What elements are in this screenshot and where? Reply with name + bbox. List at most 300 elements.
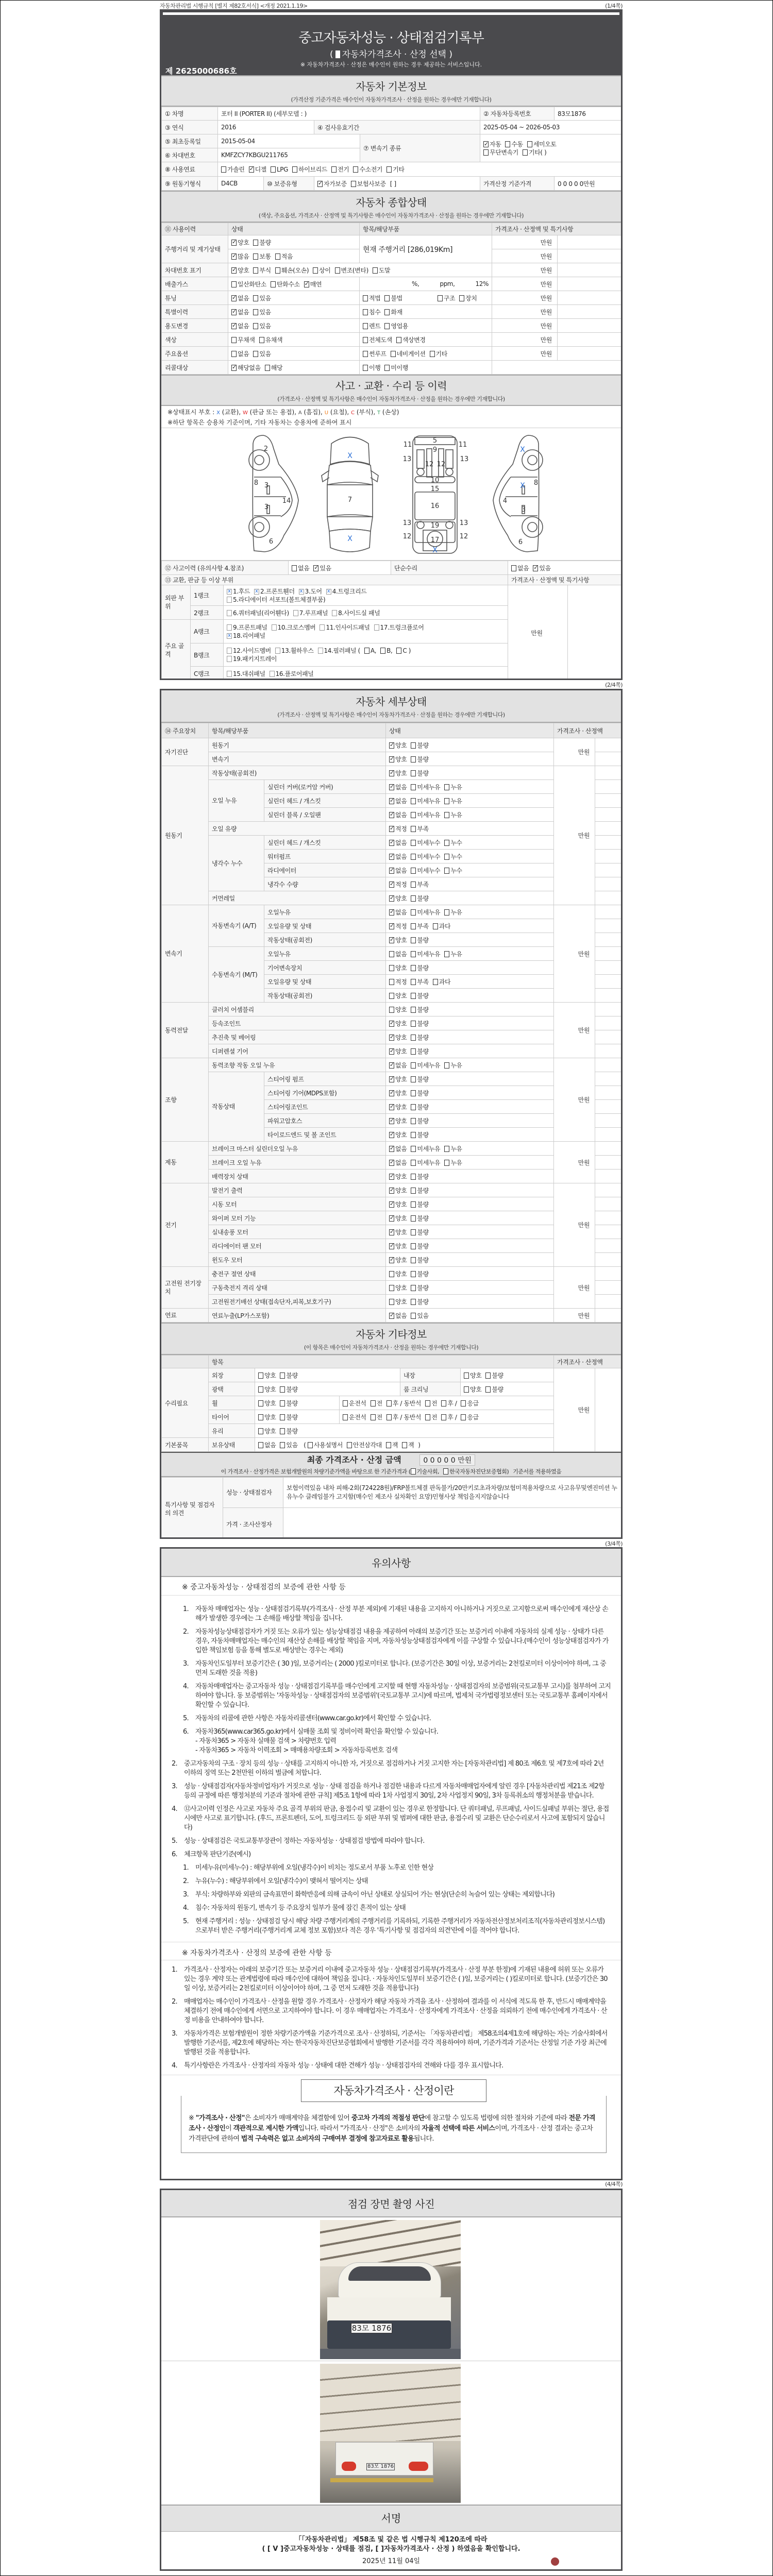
- price-value[interactable]: [595, 863, 621, 877]
- price-value[interactable]: [595, 1003, 621, 1016]
- checkbox-option[interactable]: [265, 364, 282, 371]
- checkbox[interactable]: [389, 1215, 394, 1222]
- checkbox[interactable]: [389, 854, 394, 860]
- price-value[interactable]: [595, 1197, 621, 1211]
- checkbox-option[interactable]: [227, 596, 325, 603]
- price-value[interactable]: [595, 975, 621, 989]
- checkbox-option[interactable]: [280, 1414, 297, 1421]
- checkbox-option[interactable]: [299, 588, 322, 595]
- checkbox-option[interactable]: [231, 267, 249, 274]
- checkbox[interactable]: [441, 1400, 446, 1406]
- checkbox-option[interactable]: [389, 1201, 407, 1208]
- checkbox[interactable]: [227, 597, 232, 603]
- checkbox[interactable]: [231, 295, 237, 301]
- checkbox-option[interactable]: [271, 281, 300, 288]
- checkbox-option[interactable]: [411, 1159, 440, 1166]
- checkbox-option[interactable]: [271, 166, 288, 173]
- price-value[interactable]: [595, 1211, 621, 1225]
- checkbox-option[interactable]: [411, 964, 428, 972]
- checkbox-option[interactable]: [254, 588, 295, 595]
- checkbox[interactable]: [253, 295, 258, 301]
- checkbox[interactable]: [444, 909, 449, 916]
- checkbox-option[interactable]: [259, 336, 283, 344]
- checkbox-option[interactable]: [384, 295, 402, 302]
- checkbox[interactable]: [396, 648, 401, 654]
- checkbox[interactable]: [411, 1007, 416, 1013]
- checkbox[interactable]: [464, 1372, 469, 1379]
- checkbox[interactable]: [461, 1414, 466, 1420]
- checkbox-option[interactable]: [389, 770, 407, 777]
- checkbox-option[interactable]: [444, 1159, 462, 1166]
- checkbox[interactable]: [332, 610, 337, 616]
- price-value[interactable]: [558, 333, 621, 347]
- checkbox[interactable]: [389, 993, 394, 999]
- checkbox-option[interactable]: [389, 1298, 407, 1306]
- checkbox[interactable]: [380, 648, 385, 654]
- checkbox[interactable]: [293, 610, 298, 616]
- checkbox[interactable]: [411, 798, 416, 804]
- price-value[interactable]: [595, 1072, 621, 1086]
- checkbox-option[interactable]: [280, 1400, 297, 1407]
- checkbox[interactable]: [389, 798, 394, 804]
- checkbox-option[interactable]: [396, 647, 411, 654]
- price-value[interactable]: [558, 263, 621, 277]
- checkbox[interactable]: [389, 1007, 394, 1013]
- checkbox[interactable]: [386, 166, 392, 173]
- checkbox[interactable]: [411, 1313, 416, 1319]
- price-value[interactable]: [558, 305, 621, 319]
- checkbox[interactable]: [335, 267, 340, 274]
- checkbox-option[interactable]: [389, 1145, 407, 1153]
- checkbox[interactable]: [433, 979, 438, 985]
- checkbox-option[interactable]: [411, 1468, 440, 1475]
- checkbox-option[interactable]: [411, 1298, 428, 1306]
- checkbox[interactable]: [389, 1174, 394, 1180]
- checkbox-option[interactable]: [411, 853, 440, 860]
- checkbox-option[interactable]: [411, 1257, 428, 1264]
- checkbox-option[interactable]: [389, 923, 407, 930]
- price-value[interactable]: [595, 780, 621, 794]
- checkbox-option[interactable]: [280, 1442, 297, 1449]
- price-value[interactable]: [595, 752, 621, 766]
- checkbox[interactable]: [389, 1243, 394, 1249]
- checkbox-option[interactable]: [444, 1145, 462, 1153]
- price-value[interactable]: [568, 585, 621, 681]
- checkbox[interactable]: [258, 1372, 263, 1379]
- checkbox-option[interactable]: [411, 1145, 440, 1153]
- checkbox[interactable]: [464, 1386, 469, 1393]
- price-value[interactable]: [595, 794, 621, 808]
- checkbox-option[interactable]: [384, 323, 408, 330]
- checkbox[interactable]: [389, 1062, 394, 1069]
- checkbox-option[interactable]: [258, 1414, 276, 1421]
- checkbox[interactable]: [411, 993, 416, 999]
- checkbox[interactable]: [231, 351, 237, 357]
- checkbox-option[interactable]: [389, 1257, 407, 1264]
- checkbox[interactable]: [505, 141, 510, 147]
- checkbox-option[interactable]: [511, 565, 529, 572]
- checkbox-option[interactable]: [523, 149, 546, 156]
- checkbox-option[interactable]: [411, 811, 440, 819]
- checkbox-option[interactable]: [363, 336, 392, 344]
- checkbox-option[interactable]: [483, 149, 518, 156]
- checkbox[interactable]: [265, 365, 270, 371]
- checkbox-option[interactable]: [253, 253, 271, 260]
- checkbox-option[interactable]: [444, 867, 462, 874]
- checkbox-option[interactable]: [343, 1400, 366, 1407]
- checkbox-option[interactable]: [227, 609, 289, 617]
- checkbox[interactable]: [396, 337, 401, 343]
- checkbox-option[interactable]: [389, 867, 407, 874]
- checkbox-option[interactable]: [292, 565, 309, 572]
- checkbox-option[interactable]: [331, 166, 349, 173]
- checkbox-option[interactable]: [389, 825, 407, 833]
- checkbox[interactable]: [331, 166, 337, 173]
- checkbox-option[interactable]: [411, 867, 440, 874]
- checkbox[interactable]: [386, 1442, 391, 1448]
- checkbox[interactable]: [343, 1400, 348, 1406]
- checkbox-option[interactable]: [430, 350, 447, 358]
- price-value[interactable]: [558, 291, 621, 305]
- checkbox-option[interactable]: [411, 839, 440, 846]
- checkbox[interactable]: [318, 648, 323, 654]
- checkbox[interactable]: [411, 1035, 416, 1041]
- checkbox-option[interactable]: [258, 1442, 276, 1449]
- price-value[interactable]: [595, 961, 621, 975]
- checkbox-option[interactable]: [389, 1034, 407, 1041]
- checkbox[interactable]: [351, 181, 356, 187]
- checkbox-option[interactable]: [258, 1428, 276, 1435]
- checkbox-option[interactable]: [389, 978, 407, 986]
- checkbox[interactable]: [425, 1414, 430, 1420]
- checkbox-option[interactable]: [411, 1229, 428, 1236]
- checkbox-option[interactable]: [533, 565, 550, 572]
- checkbox[interactable]: [253, 309, 258, 315]
- price-value[interactable]: [595, 738, 621, 752]
- checkbox[interactable]: [231, 281, 237, 287]
- checkbox-option[interactable]: [411, 1117, 428, 1125]
- checkbox-option[interactable]: [464, 1386, 481, 1393]
- checkbox-option[interactable]: [411, 1006, 428, 1013]
- price-value[interactable]: [595, 933, 621, 947]
- checkbox[interactable]: [443, 1468, 448, 1475]
- checkbox-option[interactable]: [425, 1414, 437, 1421]
- checkbox[interactable]: [292, 565, 297, 571]
- checkbox[interactable]: [389, 1188, 394, 1194]
- checkbox[interactable]: [411, 812, 416, 818]
- checkbox[interactable]: [389, 937, 394, 943]
- checkbox-option[interactable]: [253, 295, 271, 302]
- price-value[interactable]: [595, 1128, 621, 1142]
- checkbox[interactable]: [411, 882, 416, 888]
- checkbox[interactable]: [259, 337, 264, 343]
- checkbox[interactable]: [227, 648, 232, 654]
- checkbox-option[interactable]: [253, 239, 271, 246]
- checkbox-option[interactable]: [444, 951, 462, 958]
- checkbox[interactable]: [343, 1414, 348, 1420]
- checkbox[interactable]: [389, 923, 394, 929]
- checkbox[interactable]: [253, 240, 258, 246]
- checkbox-option[interactable]: [231, 336, 255, 344]
- checkbox[interactable]: [258, 1400, 263, 1406]
- checkbox-option[interactable]: [320, 624, 369, 631]
- checkbox[interactable]: [411, 1048, 416, 1055]
- checkbox-option[interactable]: [386, 1414, 421, 1421]
- checkbox-option[interactable]: [485, 1372, 503, 1379]
- checkbox-option[interactable]: [389, 839, 407, 846]
- checkbox-option[interactable]: [483, 141, 501, 148]
- checkbox-option[interactable]: [386, 1400, 421, 1407]
- checkbox-option[interactable]: [373, 267, 390, 274]
- checkbox[interactable]: [411, 868, 416, 874]
- checkbox-option[interactable]: [389, 853, 407, 860]
- price-value[interactable]: [595, 1016, 621, 1030]
- checkbox[interactable]: [389, 1160, 394, 1166]
- checkbox-option[interactable]: [389, 1076, 407, 1083]
- checkbox[interactable]: [411, 756, 416, 762]
- checkbox[interactable]: [411, 1257, 416, 1263]
- checkbox[interactable]: [444, 812, 449, 818]
- checkbox[interactable]: [231, 365, 237, 371]
- checkbox[interactable]: [371, 1414, 376, 1420]
- checkbox-option[interactable]: [371, 1400, 382, 1407]
- checkbox[interactable]: [411, 979, 416, 985]
- checkbox[interactable]: [271, 281, 276, 287]
- checkbox-option[interactable]: [441, 1400, 457, 1407]
- checkbox-option[interactable]: [411, 1048, 428, 1055]
- checkbox[interactable]: [254, 589, 259, 595]
- checkbox[interactable]: [389, 965, 394, 971]
- checkbox-option[interactable]: [464, 1372, 481, 1379]
- price-value[interactable]: [595, 1114, 621, 1128]
- checkbox[interactable]: [389, 1201, 394, 1208]
- checkbox-option[interactable]: [389, 1243, 407, 1250]
- checkbox[interactable]: [411, 770, 416, 776]
- checkbox[interactable]: [258, 1386, 263, 1393]
- checkbox[interactable]: [384, 295, 390, 301]
- checkbox[interactable]: [533, 565, 538, 571]
- checkbox[interactable]: [411, 1271, 416, 1277]
- checkbox-option[interactable]: [389, 1117, 407, 1125]
- checkbox-option[interactable]: [444, 1062, 462, 1069]
- checkbox[interactable]: [411, 1188, 416, 1194]
- checkbox-option[interactable]: [253, 309, 271, 316]
- checkbox-option[interactable]: [347, 1442, 382, 1449]
- checkbox-option[interactable]: [411, 1131, 428, 1139]
- checkbox-option[interactable]: [411, 1104, 428, 1111]
- checkbox[interactable]: [411, 1062, 416, 1069]
- checkbox-option[interactable]: [527, 141, 557, 148]
- price-value[interactable]: [595, 1225, 621, 1239]
- checkbox-option[interactable]: [231, 295, 249, 302]
- checkbox-option[interactable]: [411, 756, 428, 763]
- checkbox-option[interactable]: [389, 1312, 407, 1319]
- checkbox[interactable]: [391, 351, 396, 357]
- checkbox[interactable]: [444, 840, 449, 846]
- price-value[interactable]: [595, 1044, 621, 1058]
- checkbox-option[interactable]: [363, 350, 386, 358]
- checkbox[interactable]: [444, 951, 449, 957]
- checkbox[interactable]: [389, 979, 394, 985]
- checkbox-option[interactable]: [411, 1020, 428, 1027]
- checkbox-option[interactable]: [461, 1400, 478, 1407]
- checkbox[interactable]: [253, 323, 258, 329]
- checkbox-option[interactable]: [227, 655, 277, 663]
- checkbox-option[interactable]: [380, 647, 392, 654]
- checkbox-option[interactable]: [389, 1229, 407, 1236]
- price-value[interactable]: [595, 836, 621, 850]
- checkbox[interactable]: [402, 1442, 407, 1448]
- checkbox-option[interactable]: [231, 364, 261, 371]
- checkbox-option[interactable]: [441, 1414, 457, 1421]
- checkbox-option[interactable]: [280, 1372, 297, 1379]
- checkbox-option[interactable]: [396, 336, 426, 344]
- price-value[interactable]: [595, 822, 621, 836]
- checkbox-option[interactable]: [363, 309, 380, 316]
- checkbox[interactable]: [227, 589, 232, 595]
- checkbox-option[interactable]: [308, 1442, 343, 1449]
- checkbox[interactable]: [280, 1400, 285, 1406]
- price-value[interactable]: [558, 249, 621, 263]
- checkbox-option[interactable]: [411, 1062, 440, 1069]
- checkbox[interactable]: [249, 166, 254, 173]
- checkbox[interactable]: [363, 365, 368, 371]
- checkbox-option[interactable]: [389, 1270, 407, 1278]
- checkbox-option[interactable]: [389, 951, 407, 958]
- checkbox-option[interactable]: [389, 811, 407, 819]
- checkbox-option[interactable]: [227, 647, 271, 654]
- checkbox[interactable]: [275, 267, 280, 274]
- checkbox[interactable]: [363, 323, 368, 329]
- checkbox-option[interactable]: [411, 1201, 428, 1208]
- checkbox-option[interactable]: [231, 253, 249, 260]
- checkbox-option[interactable]: [389, 1048, 407, 1055]
- checkbox-option[interactable]: [353, 166, 382, 173]
- checkbox[interactable]: [411, 895, 416, 902]
- checkbox[interactable]: [231, 309, 237, 315]
- checkbox[interactable]: [384, 365, 390, 371]
- price-value[interactable]: [595, 1281, 621, 1295]
- price-value[interactable]: [595, 1267, 621, 1281]
- checkbox-option[interactable]: [253, 267, 271, 274]
- checkbox[interactable]: [411, 1201, 416, 1208]
- checkbox-option[interactable]: [374, 624, 424, 631]
- checkbox-option[interactable]: [231, 309, 249, 316]
- checkbox-option[interactable]: [386, 166, 404, 173]
- checkbox-option[interactable]: [332, 609, 380, 617]
- checkbox-option[interactable]: [444, 839, 462, 846]
- checkbox[interactable]: [258, 1442, 263, 1448]
- checkbox[interactable]: [444, 854, 449, 860]
- checkbox[interactable]: [389, 1229, 394, 1235]
- checkbox[interactable]: [275, 648, 280, 654]
- checkbox[interactable]: [389, 1035, 394, 1041]
- checkbox-option[interactable]: [292, 166, 327, 173]
- price-value[interactable]: [595, 1142, 621, 1156]
- checkbox-option[interactable]: [505, 141, 523, 148]
- checkbox[interactable]: [389, 812, 394, 818]
- price-value[interactable]: [595, 1100, 621, 1114]
- checkbox[interactable]: [389, 770, 394, 776]
- checkbox[interactable]: [270, 671, 275, 677]
- checkbox-option[interactable]: [275, 647, 314, 654]
- checkbox[interactable]: [438, 295, 443, 301]
- checkbox[interactable]: [384, 309, 390, 315]
- checkbox[interactable]: [227, 656, 232, 662]
- checkbox-option[interactable]: [351, 180, 386, 188]
- checkbox[interactable]: [411, 1076, 416, 1082]
- checkbox[interactable]: [459, 295, 464, 301]
- checkbox[interactable]: [527, 141, 532, 147]
- checkbox-option[interactable]: [461, 1414, 478, 1421]
- checkbox-option[interactable]: [364, 647, 376, 654]
- checkbox-option[interactable]: [227, 632, 265, 639]
- checkbox-option[interactable]: [444, 909, 462, 916]
- checkbox[interactable]: [411, 951, 416, 957]
- checkbox-option[interactable]: [231, 239, 249, 246]
- checkbox[interactable]: [411, 1215, 416, 1222]
- checkbox-option[interactable]: [444, 798, 462, 805]
- price-value[interactable]: [595, 850, 621, 863]
- checkbox-option[interactable]: [258, 1386, 276, 1393]
- checkbox[interactable]: [389, 1299, 394, 1305]
- checkbox-option[interactable]: [258, 1400, 276, 1407]
- checkbox-option[interactable]: [411, 978, 428, 986]
- checkbox[interactable]: [411, 742, 416, 749]
- price-value[interactable]: [595, 1156, 621, 1170]
- checkbox[interactable]: [389, 1076, 394, 1082]
- checkbox-option[interactable]: [411, 895, 428, 902]
- price-value[interactable]: [595, 766, 621, 780]
- checkbox[interactable]: [363, 309, 368, 315]
- checkbox-option[interactable]: [363, 323, 380, 330]
- price-value[interactable]: [595, 1058, 621, 1072]
- price-value[interactable]: [595, 891, 621, 905]
- price-value[interactable]: [595, 1253, 621, 1267]
- checkbox[interactable]: [411, 1174, 416, 1180]
- checkbox[interactable]: [411, 1285, 416, 1291]
- checkbox[interactable]: [411, 1132, 416, 1138]
- checkbox-option[interactable]: [280, 1428, 297, 1435]
- checkbox-option[interactable]: [389, 1215, 407, 1222]
- checkbox-option[interactable]: [391, 350, 426, 358]
- price-value[interactable]: [595, 989, 621, 1003]
- checkbox[interactable]: [347, 1442, 352, 1448]
- checkbox-option[interactable]: [411, 1187, 428, 1194]
- checkbox[interactable]: [308, 1442, 313, 1448]
- checkbox[interactable]: [258, 1414, 263, 1420]
- checkbox[interactable]: [523, 149, 528, 156]
- checkbox-option[interactable]: [411, 798, 440, 805]
- checkbox-option[interactable]: [444, 853, 462, 860]
- checkbox-option[interactable]: [411, 784, 440, 791]
- checkbox-option[interactable]: [389, 895, 407, 902]
- checkbox[interactable]: [411, 937, 416, 943]
- checkbox[interactable]: [430, 351, 435, 357]
- checkbox-option[interactable]: [389, 964, 407, 972]
- checkbox-option[interactable]: [411, 937, 428, 944]
- checkbox[interactable]: [411, 1021, 416, 1027]
- checkbox[interactable]: [441, 1414, 446, 1420]
- checkbox[interactable]: [227, 633, 232, 639]
- checkbox[interactable]: [386, 1414, 392, 1420]
- price-value[interactable]: [558, 347, 621, 361]
- checkbox-option[interactable]: [389, 1187, 407, 1194]
- price-value[interactable]: [595, 1183, 621, 1197]
- checkbox-option[interactable]: [411, 951, 440, 958]
- checkbox-option[interactable]: [389, 909, 407, 916]
- checkbox-option[interactable]: [326, 588, 367, 595]
